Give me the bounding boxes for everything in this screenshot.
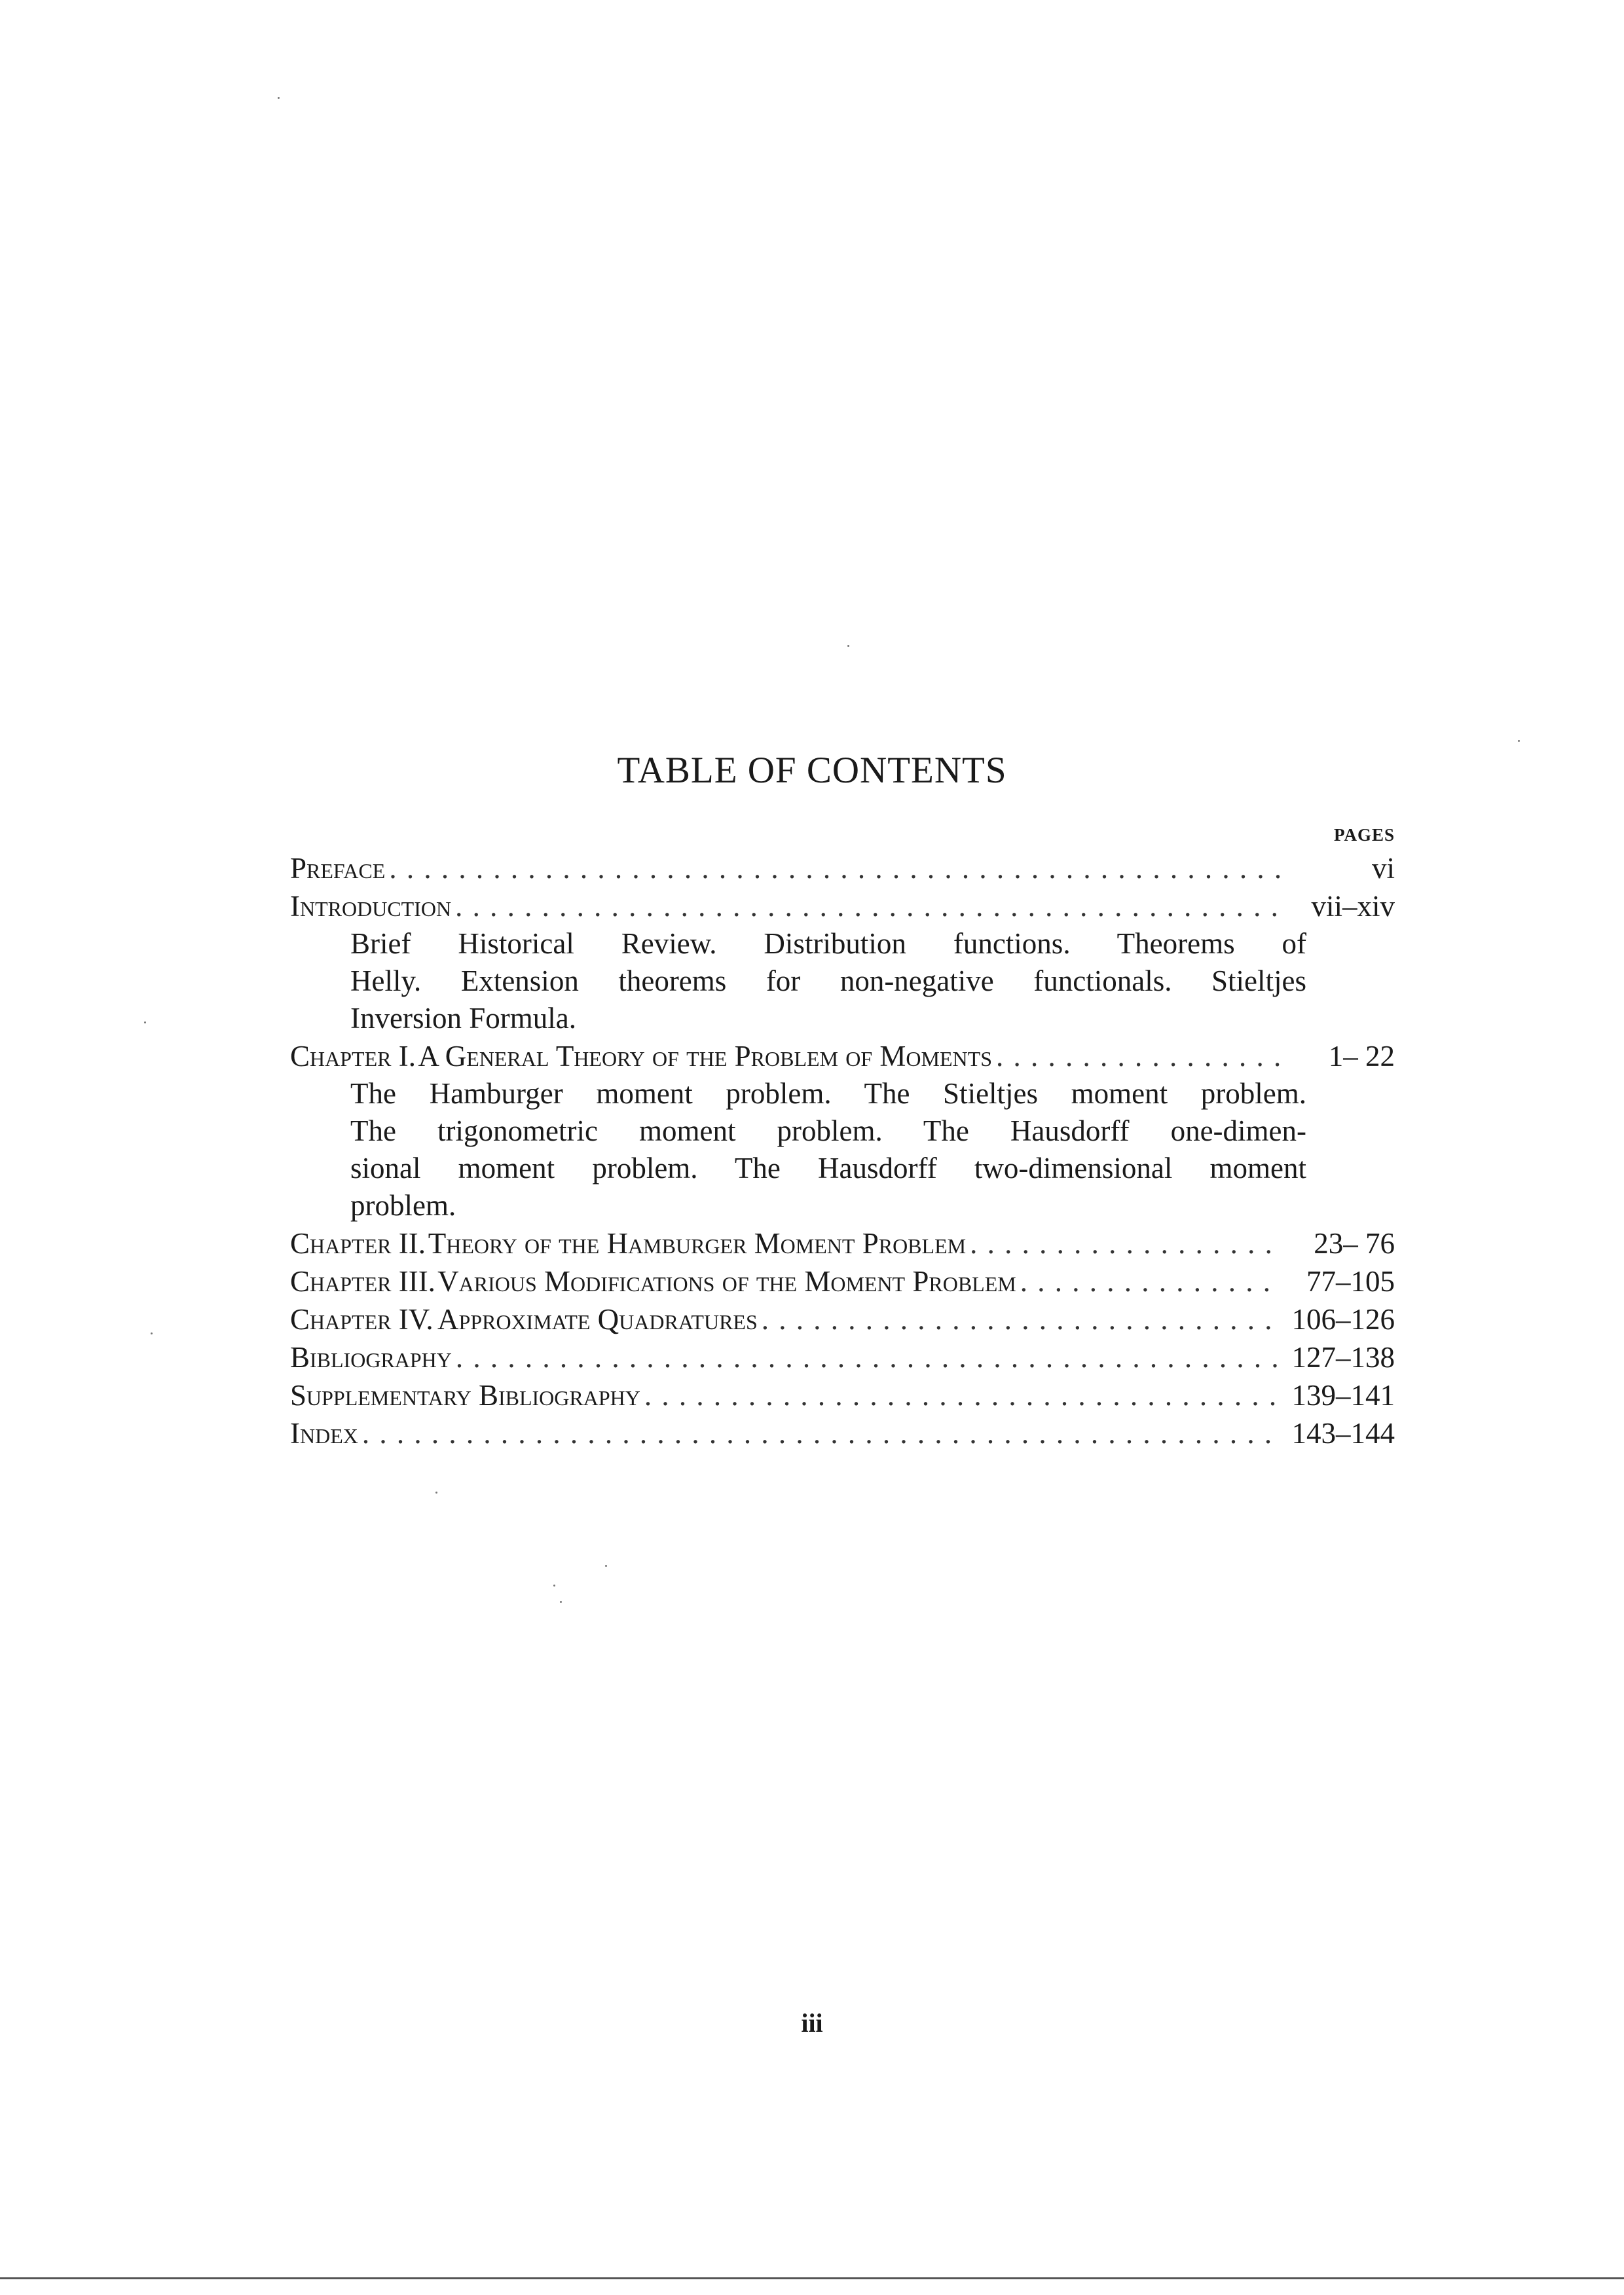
toc-entry-pages: 77–105 [1306,1265,1395,1298]
table-of-contents [290,849,1395,1452]
dot-leader [455,887,1281,925]
page-title: TABLE OF CONTENTS [617,750,1007,791]
toc-entry-label: A General Theory of the Problem of Moments [418,1040,992,1073]
toc-entry-chapter-2 [290,1224,1395,1262]
toc-entry-pages: 106–126 [1291,1303,1395,1336]
scan-speck [435,1492,437,1494]
description-line: The trigonometric moment problem. The Hausdorff one-dimen- [350,1114,1306,1147]
description-line: Inversion Formula. [350,1002,576,1035]
toc-entry-chapter-number: Chapter I. [290,1040,416,1073]
scan-speck [278,97,280,99]
toc-entry-label: Theory of the Hamburger Moment Problem [428,1227,967,1260]
scan-speck [553,1585,555,1587]
toc-entry-label: Various Modifications of the Moment Problem [437,1265,1016,1298]
toc-entry-supplementary-bibliography [290,1376,1395,1414]
description-line: The Hamburger moment problem. The Stieltjes moment problem. [350,1077,1306,1110]
scan-speck [560,1601,562,1603]
dot-leader [456,1338,1281,1376]
toc-entry-bibliography [290,1338,1395,1376]
toc-entry-chapter-number: Chapter III. [290,1265,435,1298]
page-edge-rule [0,2277,1624,2279]
toc-entry-pages: vi [1371,852,1395,885]
toc-entry-label: Approximate Quadratures [437,1303,758,1336]
dot-leader [996,1037,1281,1075]
description-line: problem. [350,1189,456,1222]
toc-entry-chapter-1 [290,1037,1395,1075]
toc-entry-pages: 1– 22 [1328,1040,1395,1073]
toc-entry-pages: vii–xiv [1311,890,1395,923]
toc-entry-chapter-4 [290,1300,1395,1338]
description-line: sional moment problem. The Hausdorff two-dimensional moment [350,1152,1306,1184]
scan-speck [1518,740,1520,742]
scan-speck [144,1021,146,1023]
scan-speck [151,1332,153,1334]
toc-entry-label: Index [290,1417,358,1450]
dot-leader [762,1300,1281,1338]
toc-entry-pages: 139–141 [1291,1379,1395,1412]
scan-speck [847,645,849,647]
toc-entry-description [290,925,1306,1037]
scan-speck [605,1565,607,1567]
pages-column-header: PAGES [1333,825,1395,845]
toc-entry-chapter-number: Chapter II. [290,1227,426,1260]
toc-entry-label: Preface [290,852,386,885]
dot-leader [644,1376,1281,1414]
toc-entry-label: Supplementary Bibliography [290,1379,640,1412]
description-line: Brief Historical Review. Distribution functions. Theorems of [350,927,1306,960]
toc-entry-preface [290,849,1395,887]
description-line: Helly. Extension theorems for non-negative functionals. Stieltjes [350,964,1306,997]
toc-entry-introduction [290,887,1395,925]
toc-entry-pages: 143–144 [1291,1417,1395,1450]
dot-leader [970,1224,1281,1262]
toc-entry-description [290,1075,1306,1224]
toc-entry-chapter-number: Chapter IV. [290,1303,434,1336]
dot-leader [1020,1262,1281,1300]
dot-leader [389,849,1281,887]
page-number: iii [801,2008,823,2038]
dot-leader [362,1414,1281,1452]
toc-entry-pages: 23– 76 [1314,1227,1395,1260]
toc-entry-index [290,1414,1395,1452]
toc-entry-label: Introduction [290,890,452,923]
toc-entry-chapter-3 [290,1262,1395,1300]
toc-entry-pages: 127–138 [1291,1341,1395,1374]
toc-entry-label: Bibliography [290,1341,452,1374]
